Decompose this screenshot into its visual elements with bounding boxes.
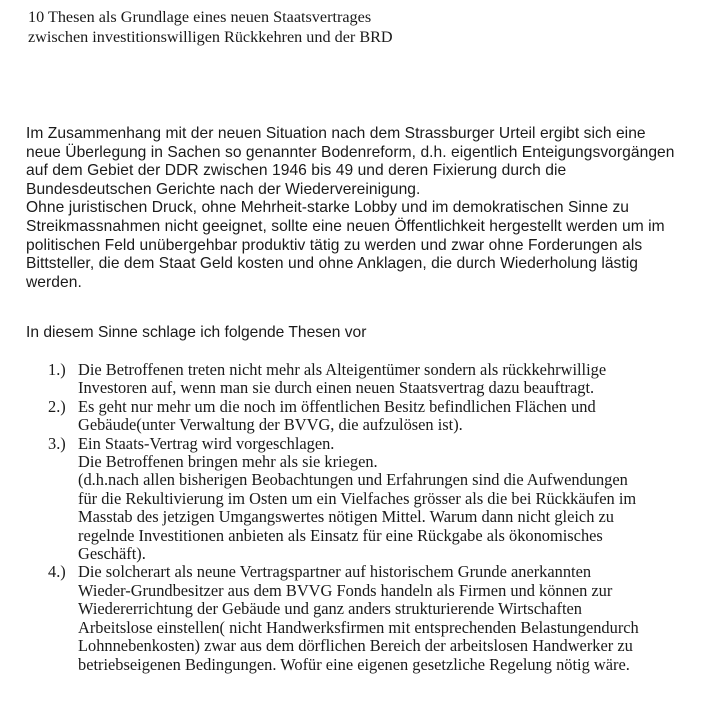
title-line: zwischen investitionswilligen Rückkehren und der BRD bbox=[28, 28, 393, 46]
thesis-line: regelnde Investitionen anbieten als Einsatz für eine Rückgabe als ökonomisches bbox=[78, 525, 603, 545]
thesis-line: Wieder-Grundbesitzer aus dem BVVG Fonds handeln als Firmen und können zur bbox=[78, 580, 613, 600]
thesis-item bbox=[48, 361, 698, 398]
thesis-line: Ein Staats-Vertrag wird vorgeschlagen. bbox=[78, 433, 335, 453]
thesis-line: (d.h.nach allen bisherigen Beobachtungen und Erfahrungen sind die Aufwendungen bbox=[78, 470, 628, 490]
document-title bbox=[28, 7, 688, 47]
intro-line: Bundesdeutschen Gerichte nach der Wiedervereinigung. bbox=[26, 180, 421, 198]
thesis-item bbox=[48, 435, 698, 564]
intro-line: Bittsteller, die dem Staat Geld kosten und ohne Anklagen, die durch Wiederholung lästig bbox=[26, 255, 639, 273]
thesis-line: Die solcherart als neune Vertragspartner auf historischem Grunde anerkannten bbox=[78, 562, 592, 582]
thesis-number: 4.) bbox=[48, 562, 66, 582]
intro-line: auf dem Gebiet der DDR zwischen 1946 bis 49 und deren Fixierung durch die bbox=[26, 162, 567, 180]
thesis-item bbox=[48, 563, 698, 673]
theses-list bbox=[48, 361, 698, 674]
thesis-number: 1.) bbox=[48, 360, 66, 379]
theses-lead: In diesem Sinne schlage ich folgende Thesen vor bbox=[26, 324, 367, 341]
thesis-line: für die Rekultivierung im Osten um ein Vielfaches grösser als die bei Rückkäufen im bbox=[78, 488, 637, 508]
intro-line: Ohne juristischen Druck, ohne Mehrheit-starke Lobby und im demokratischen Sinne zu bbox=[26, 199, 630, 217]
intro-line: werden. bbox=[26, 273, 82, 291]
thesis-line: Wiedererrichtung der Gebäude und ganz anders strukturierende Wirtschaften bbox=[78, 599, 582, 619]
thesis-line: Die Betroffenen treten nicht mehr als Alteigentümer sondern als rückkehrwillige bbox=[78, 360, 607, 379]
thesis-line: Gebäude(unter Verwaltung der BVVG, die aufzulösen ist). bbox=[78, 415, 463, 435]
thesis-line: Geschäft). bbox=[78, 544, 146, 564]
title-line: 10 Thesen als Grundlage eines neuen Staatsvertrages bbox=[28, 8, 372, 26]
thesis-line: Investoren auf, wenn man sie durch einen neuen Staatsvertrag dazu beauftragt. bbox=[78, 378, 595, 398]
thesis-number: 2.) bbox=[48, 396, 66, 416]
intro-line: neue Überlegung in Sachen so genannter Bodenreform, d.h. eigentlich Enteigungsvorgängen bbox=[26, 143, 675, 161]
thesis-line: betriebseigenen Bedingungen. Wofür eine eigenen gesetzliche Regelung nötig wäre. bbox=[78, 654, 630, 674]
intro-paragraph bbox=[26, 125, 694, 292]
thesis-number: 3.) bbox=[48, 433, 66, 453]
thesis-item bbox=[48, 398, 698, 435]
thesis-line: Die Betroffenen bringen mehr als sie kriegen. bbox=[78, 452, 378, 472]
thesis-line: Lohnnebenkosten) zwar aus dem dörflichen Bereich der arbeitslosen Handwerker zu bbox=[78, 636, 633, 656]
intro-line: politischen Feld unübergehbar produktiv tätig zu werden und zwar ohne Forderungen als bbox=[26, 236, 643, 254]
thesis-line: Es geht nur mehr um die noch im öffentlichen Besitz befindlichen Flächen und bbox=[78, 396, 596, 416]
intro-line: Streikmassnahmen nicht geeignet, sollte eine neuen Öffentlichkeit hergestellt werden um im bbox=[26, 217, 665, 235]
intro-line: Im Zusammenhang mit der neuen Situation nach dem Strassburger Urteil ergibt sich eine bbox=[26, 125, 646, 142]
thesis-line: Masstab des jetzigen Umgangswertes nötigen Mittel. Warum dann nicht gleich zu bbox=[78, 507, 614, 527]
thesis-line: Arbeitslose einstellen( nicht Handwerksfirmen mit entsprechenden Belastungendurch bbox=[78, 617, 639, 637]
